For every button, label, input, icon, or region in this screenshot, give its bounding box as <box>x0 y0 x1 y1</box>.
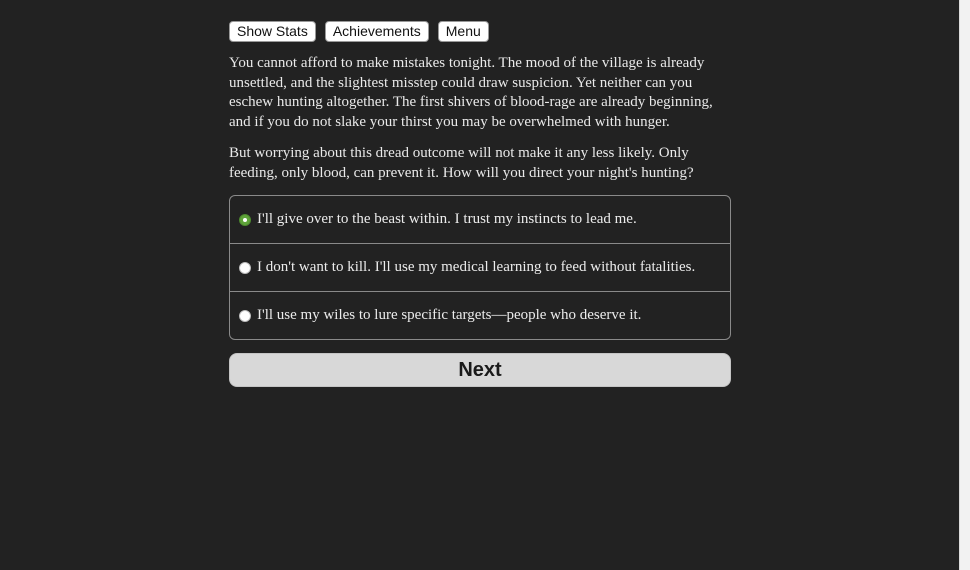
radio-selected-icon[interactable] <box>239 214 251 226</box>
next-button[interactable]: Next <box>229 353 731 387</box>
show-stats-button[interactable]: Show Stats <box>229 21 316 42</box>
choice-label: I don't want to kill. I'll use my medical learning to feed without fatalities. <box>257 259 696 275</box>
choice-list <box>229 195 731 340</box>
choice-label: I'll use my wiles to lure specific targets—people who deserve it. <box>257 307 642 323</box>
choice-option-wiles[interactable] <box>230 291 730 339</box>
game-container <box>229 21 731 387</box>
page-scrollbar[interactable] <box>959 0 970 570</box>
radio-unselected-icon[interactable] <box>239 310 251 322</box>
choice-option-medical[interactable] <box>230 243 730 291</box>
story-text <box>229 54 731 183</box>
toolbar <box>229 21 731 42</box>
choice-option-beast[interactable] <box>230 196 730 243</box>
story-paragraph: But worrying about this dread outcome will not make it any less likely. Only feeding, only blood, can prevent it. How will you direct your night's hunting? <box>229 145 694 181</box>
radio-unselected-icon[interactable] <box>239 262 251 274</box>
story-paragraph: You cannot afford to make mistakes tonight. The mood of the village is already unsettled, and the slightest misstep could draw suspicion. Yet neither can you eschew hunting altogether. The first shivers of blood-rage are already beginning, and if you do not slake your thirst you may be overwhelmed with hunger. <box>229 55 713 130</box>
achievements-button[interactable]: Achievements <box>325 21 429 42</box>
choice-label: I'll give over to the beast within. I trust my instincts to lead me. <box>257 211 637 227</box>
menu-button[interactable]: Menu <box>438 21 489 42</box>
